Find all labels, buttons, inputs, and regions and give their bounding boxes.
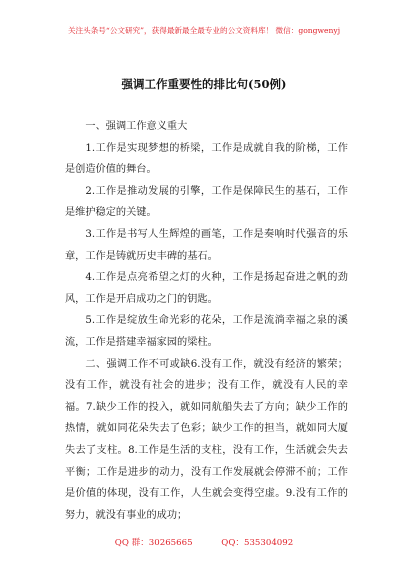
- header-promo-note: 关注头条号“公文研究”，获得最新最全最专业的公文资料库！ 微信：gongwenyj: [67, 26, 341, 35]
- section-2-paragraph: 二、强调工作不可或缺6.没有工作，就没有经济的繁荣；没有工作，就没有社会的进步；没有工作，就没有人民的幸福。7.缺少工作的投入，就如同航船失去了方向；缺少工作的热情，就如同花朵失去了色彩；缺少工作的担当，就如同大厦失去了支柱。8.工作是生活的支柱，没有工作，生活就会失去平衡；工作是进步的动力，没有工作发展就会停滞不前；工作是价值的体现，没有工作，人生就会变得空虚。9.没有工作的努力，就没有事业的成功；: [65, 358, 348, 521]
- footer-qq: QQ：535304092: [221, 538, 294, 548]
- document-title: 强调工作重要性的排比句(50例): [121, 77, 287, 91]
- footer-qq-group: QQ 群：30265665: [114, 538, 193, 548]
- footer-contact: [0, 536, 408, 548]
- document-body: [65, 116, 348, 526]
- paragraph-item-4: 4.工作是点亮希望之灯的火种，工作是扬起奋进之帆的劲风，工作是开启成功之门的钥匙。: [65, 272, 348, 305]
- paragraph-item-2: 2.工作是推动发展的引擎，工作是保障民生的基石，工作是维护稳定的关键。: [65, 185, 348, 219]
- paragraph-item-5: 5.工作是绽放生命光彩的花朵，工作是流淌幸福之泉的溪流，工作是搭建幸福家园的梁柱。: [65, 315, 348, 348]
- section-heading-1: 一、强调工作意义重大: [85, 121, 188, 132]
- paragraph-item-1: 1.工作是实现梦想的桥梁，工作是成就自我的阶梯，工作是创造价值的舞台。: [65, 142, 348, 176]
- paragraph-item-3: 3.工作是书写人生辉煌的画笔，工作是奏响时代强音的乐章，工作是铸就历史丰碑的基石。: [65, 228, 348, 262]
